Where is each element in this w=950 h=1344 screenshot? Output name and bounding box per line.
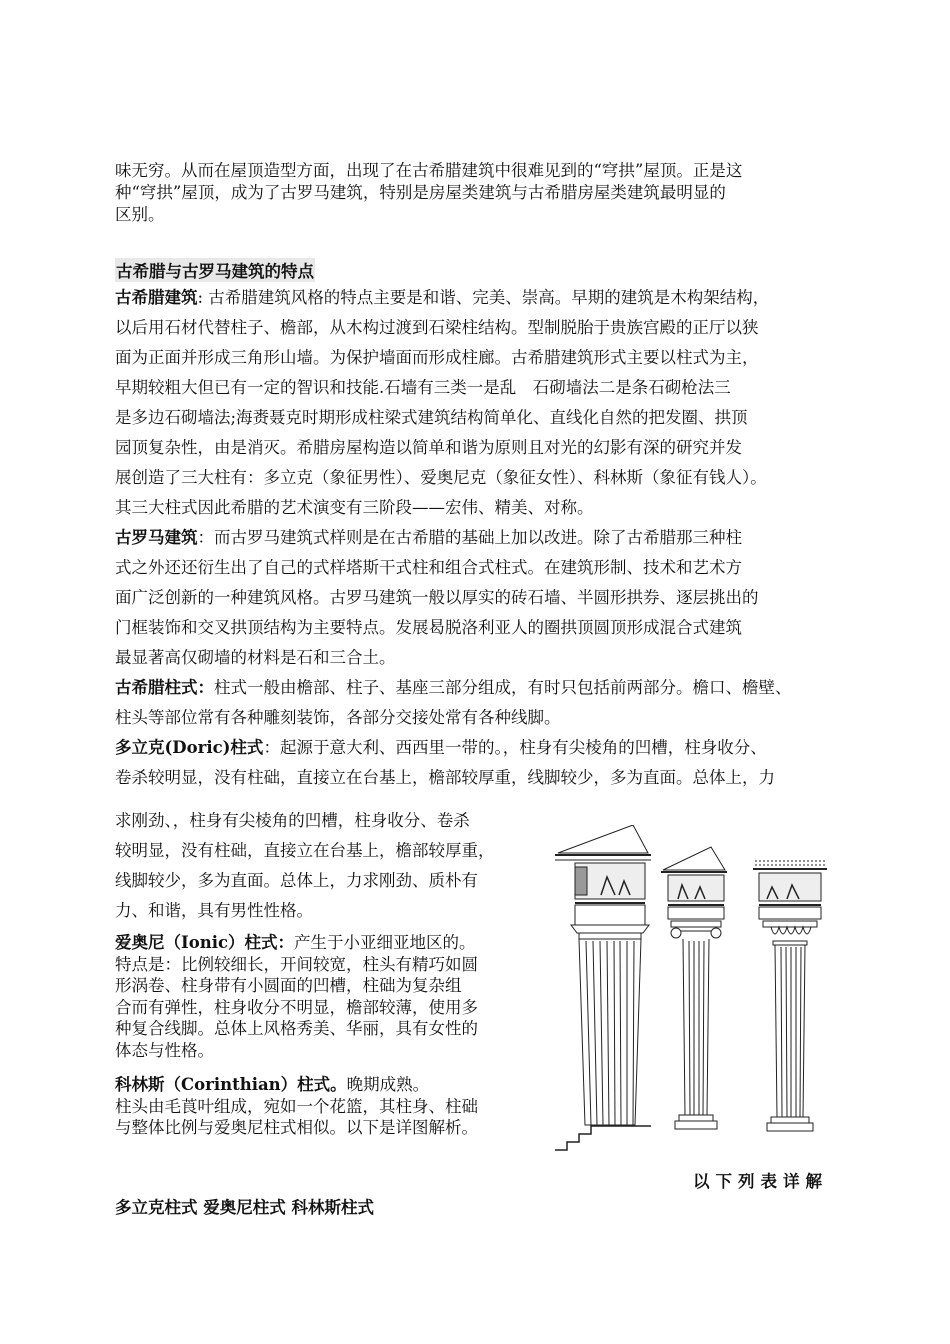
- text-line: 味无穷。从而在屋顶造型方面，出现了在古希腊建筑中很难见到的“穹拱”屋顶。正是这: [115, 161, 743, 180]
- greek-order-label: 古希腊柱式：: [115, 678, 214, 697]
- text-line: 面广泛创新的一种建筑风格。古罗马建筑一般以厚实的砖石墙、半圆形拱券、逐层挑出的: [115, 588, 759, 607]
- text-line: 面为正面并形成三角形山墙。为保护墙面而形成柱廊。古希腊建筑形式主要以柱式为主，: [115, 348, 759, 367]
- text-line: 柱头由毛莨叶组成，宛如一个花篮，其柱身、柱础: [115, 1096, 478, 1116]
- doric-label: 多立克(Doric)柱式: [115, 738, 264, 757]
- text-line: 最显著高仅砌墙的材料是石和三合土。: [115, 648, 396, 667]
- text-line: 线脚较少，多为直面。总体上，力求刚劲、质朴有: [115, 871, 478, 890]
- text-line: 形涡卷、柱身带有小圆面的凹槽，柱础为复杂组: [115, 976, 462, 995]
- text-line: 区别。: [115, 205, 165, 224]
- text-line: 是多边石砌墙法;海赉聂克时期形成柱梁式建筑结构简单化、直线化自然的把发圈、拱顶: [115, 408, 748, 427]
- body-text: [115, 283, 845, 793]
- text-run: ：起源于意大利、西西里一带的。，柱身有尖棱角的凹槽，柱身收分、: [263, 738, 767, 757]
- text-run: : 古希腊建筑风格的特点主要是和谐、完美、崇高。早期的建筑是木构架结构，: [197, 288, 770, 307]
- intro-paragraph: [115, 160, 845, 226]
- corinthian-label: 科林斯（Corinthian）柱式。: [115, 1075, 347, 1094]
- text-line: 合而有弹性，柱身收分不明显，檐部较薄，使用多: [115, 997, 478, 1017]
- text-line: 种“穹拱”屋顶，成为了古罗马建筑，特别是房屋类建筑与古希腊房屋类建筑最明显的: [115, 183, 726, 202]
- text-line: 较明显，没有柱础，直接立在台基上，檐部较厚重，: [115, 841, 495, 860]
- text-run: 柱式一般由檐部、柱子、基座三部分组成，有时只包括前两部分。檐口、檐壁、: [214, 678, 792, 697]
- column-orders-illustration: [553, 825, 843, 1155]
- text-line: 与整体比例与爱奥尼柱式相似。以下是详图解析。: [115, 1118, 478, 1137]
- text-run: 产生于小亚细亚地区的。: [294, 933, 476, 952]
- text-line: 以后用石材代替柱子、檐部，从木构过渡到石梁柱结构。型制脱胎于贵族宫殿的正厅以狭: [115, 318, 759, 337]
- corinthian-paragraph: [115, 1074, 545, 1139]
- column-orders-list-label: 多立克柱式 爱奥尼柱式 科林斯柱式: [115, 1198, 374, 1217]
- text-line: 特点是：比例较细长，开间较宽，柱头有精巧如圆: [115, 954, 478, 974]
- text-line: 求刚劲、，柱身有尖棱角的凹槽，柱身收分、卷杀: [115, 811, 470, 830]
- greek-order-line: [115, 673, 845, 703]
- text-line: 早期较粗大但已有一定的智识和技能.石墙有三类一是乱 石砌墙法二是条石砌枪法三: [115, 378, 731, 397]
- text-line: 种复合线脚。总体上风格秀美、华丽，具有女性的: [115, 1019, 478, 1038]
- text-line: 体态与性格。: [115, 1040, 214, 1060]
- ionic-paragraph: [115, 932, 545, 1061]
- corinthian-column-drawing: [753, 861, 827, 1131]
- text-line: 式之外还还衍生出了自己的式样塔斯干式柱和组合式柱式。在建筑形制、技术和艺术方: [115, 558, 742, 577]
- text-line: 卷杀较明显，没有柱础，直接立在台基上，檐部较厚重，线脚较少，多为直面。总体上，力: [115, 768, 775, 787]
- doric-column-drawing: [555, 825, 651, 1150]
- list-intro-label: 以下列表详解: [693, 1172, 828, 1191]
- text-run: ：而古罗马建筑式样则是在古希腊的基础上加以改进。除了古希腊那三种柱: [197, 528, 742, 547]
- doric-line: [115, 733, 845, 763]
- roman-architecture-label: 古罗马建筑: [115, 528, 198, 547]
- text-line: 门框装饰和交叉拱顶结构为主要特点。发展曷脱洛利亚人的圈拱顶圆顶形成混合式建筑: [115, 618, 742, 637]
- text-line: 展创造了三大柱有：多立克（象征男性）、爱奥尼克（象征女性）、科林斯（象征有钱人）。: [115, 468, 767, 487]
- section-heading: 古希腊与古罗马建筑的特点: [115, 258, 315, 282]
- ionic-column-drawing: [661, 847, 727, 1129]
- text-run: 晚期成熟。: [346, 1075, 430, 1094]
- greek-architecture-label: 古希腊建筑: [115, 288, 198, 307]
- text-line: 园顶复杂性，由是消灭。希腊房屋构造以简单和谐为原则且对光的幻影有深的研究并发: [115, 438, 742, 457]
- text-line: 柱头等部位常有各种雕刻装饰，各部分交接处常有各种线脚。: [115, 708, 561, 727]
- text-line: 其三大柱式因此希腊的艺术演变有三阶段——宏伟、精美、对称。: [115, 498, 594, 517]
- doric-continuation: [115, 806, 545, 926]
- ionic-label: 爱奥尼（Ionic）柱式：: [115, 933, 295, 952]
- roman-architecture-line: [115, 523, 845, 553]
- greek-architecture-line: [115, 283, 845, 313]
- text-line: 力、和谐，具有男性性格。: [115, 901, 313, 920]
